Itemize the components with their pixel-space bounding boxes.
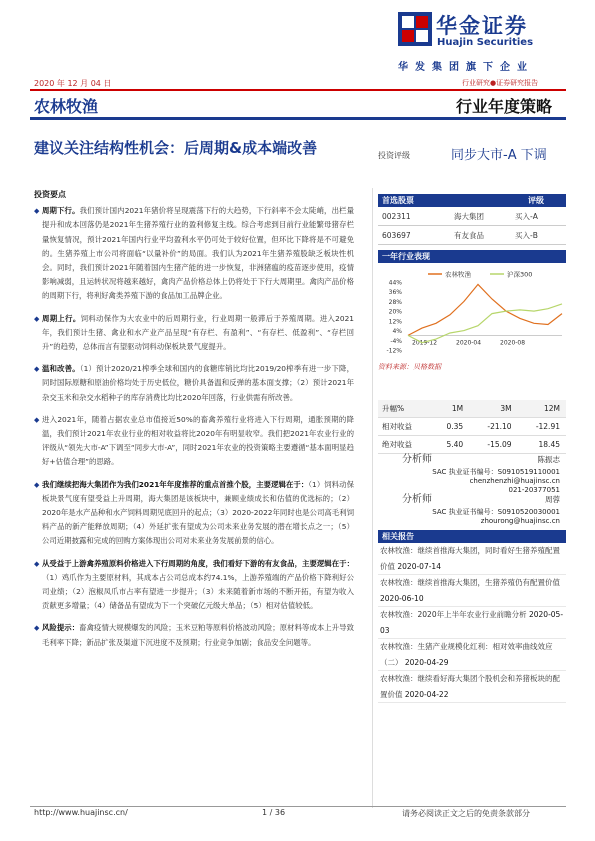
col-header: 12M bbox=[518, 400, 566, 418]
y-tick-label: 28% bbox=[388, 298, 402, 306]
paragraph-body: （1）鸡爪作为主要原材料，其成本占公司总成本约74.1%，上游养殖端的产品价格下降利好公司业绩；（2）泡椒凤爪市占率有望进一步提升；（3）未来随着新市场的不断开拓，有望为收入贡献更多增量；（4）储备品有望成为下一个突破亿元级大单品；（5）相对估值较低。 bbox=[42, 572, 354, 611]
cell-value: 0.35 bbox=[432, 418, 469, 436]
related-report-item[interactable] bbox=[378, 639, 566, 671]
stocks-header-rating: 评级 bbox=[528, 196, 544, 205]
header-divider-red bbox=[30, 89, 566, 91]
stocks-header bbox=[378, 194, 566, 207]
report-category: 行业研究●证券研究报告 bbox=[462, 79, 539, 87]
related-report-title: 农林牧渔：继续首推海大集团，生猪养殖仍有配置价值 bbox=[380, 578, 560, 587]
cell-value: -21.10 bbox=[469, 418, 517, 436]
related-report-date: 2020-06-10 bbox=[380, 593, 424, 603]
performance-table bbox=[378, 400, 566, 454]
y-tick-label: 12% bbox=[388, 318, 402, 326]
analyst-role: 分析师 bbox=[402, 494, 432, 505]
cell-value: 18.45 bbox=[518, 436, 566, 454]
x-tick-label: 2020-08 bbox=[500, 339, 526, 347]
brand-name-cn: 华金证券 bbox=[436, 14, 528, 38]
analyst-role: 分析师 bbox=[402, 454, 432, 465]
stocks-table bbox=[378, 207, 566, 245]
investment-summary bbox=[34, 188, 354, 658]
performance-section bbox=[378, 250, 566, 263]
summary-paragraph bbox=[34, 204, 354, 303]
row-label: 绝对收益 bbox=[378, 436, 432, 454]
paragraph-lead: 周期下行。 bbox=[42, 206, 80, 216]
analyst-name: 陈振志 bbox=[537, 455, 560, 464]
paragraph-lead: 周期上行。 bbox=[42, 313, 81, 323]
stock-rating: 买入-A bbox=[514, 207, 566, 226]
y-tick-label: -12% bbox=[386, 347, 402, 355]
analyst-cert: SAC 执业证书编号：S0910519110001 bbox=[432, 468, 560, 476]
preferred-stocks bbox=[378, 194, 566, 245]
report-type: 行业年度策略 bbox=[456, 97, 553, 116]
stocks-header-label: 首选股票 bbox=[382, 196, 414, 205]
summary-paragraph bbox=[34, 621, 354, 649]
related-report-item[interactable] bbox=[378, 575, 566, 607]
column-divider bbox=[372, 188, 373, 808]
cell-value: -12.91 bbox=[518, 418, 566, 436]
y-tick-label: 44% bbox=[388, 279, 402, 287]
cell-value: 5.40 bbox=[432, 436, 469, 454]
performance-chart bbox=[378, 268, 566, 356]
stock-code: 603697 bbox=[378, 226, 453, 245]
analyst-email[interactable]: zhourong@huajinsc.cn bbox=[480, 517, 560, 525]
related-reports bbox=[378, 530, 566, 703]
legend-label: 农林牧渔 bbox=[445, 270, 471, 279]
table-row bbox=[378, 226, 566, 245]
paragraph-body: 我们预计国内2021年猪价将呈现震荡下行的大趋势，下行斜率不会太陡峭，出栏量提升和成本回落仍是2021年生猪养殖行业的盈利修复主线。综合考虑到目前行业能繁母猪存栏量恢复情况，预计2021年国内行业平均盈利水平仍可处于较好位置，但环比下降将是不可避免的。生猪养殖上市公司将面临“以量补价”的局面。我们认为2021年生猪养殖股缺乏板块性机会。同时，我们预计2021年随着国内生猪产能的进一步恢复，非洲猪瘟的疫苗逐步使用，疫情影响减弱，且运转状况将越来越好，禽肉产品价格总体上仍将处于下行大周期里。禽肉产品价格的周期下行，将利好禽类养殖下游的食品加工品牌企业。 bbox=[42, 206, 354, 301]
summary-paragraph bbox=[34, 478, 354, 549]
brand-slogan: 华发集团旗下企业 bbox=[398, 62, 534, 73]
page-number: 1 / 36 bbox=[262, 808, 286, 817]
related-report-title: 农林牧渔：继续看好海大集团个股机会和养猪板块的配置价值 bbox=[380, 674, 560, 699]
related-report-date: 2020-04-29 bbox=[404, 657, 449, 667]
sector-title: 农林牧渔 bbox=[34, 97, 99, 116]
bullet-diamond-icon: ◆ bbox=[34, 559, 40, 568]
cell-value: -15.09 bbox=[469, 436, 517, 454]
bullet-diamond-icon: ◆ bbox=[34, 624, 40, 633]
footer-url[interactable]: http://www.huajinsc.cn/ bbox=[34, 808, 128, 817]
related-report-date: 2020-05-03 bbox=[380, 610, 564, 635]
analyst-email[interactable]: chenzhenzhi@huajinsc.cn bbox=[469, 477, 560, 485]
y-tick-label: 20% bbox=[388, 308, 402, 316]
footer-disclaimer: 请务必阅读正文之后的免责条款部分 bbox=[402, 809, 530, 818]
rating-label: 投资评级 bbox=[378, 151, 410, 160]
related-header: 相关报告 bbox=[378, 530, 566, 543]
analyst-cert: SAC 执业证书编号：S0910520030001 bbox=[432, 508, 560, 516]
related-report-title: 农林牧渔：生猪产业规模化红利：相对效率曲线效应（二） bbox=[380, 642, 553, 667]
bullet-diamond-icon: ◆ bbox=[34, 314, 40, 323]
header-divider-blue bbox=[30, 117, 566, 120]
paragraph-body: 进入2021年，随着占据农业总市值接近50%的畜禽养殖行业将进入下行周期，通胀预期的降温，我们预计2021年农业行业的相对收益将比2020年有明显收窄。我们把2021年农业行业的评级从“领先大市-A”下调至“同步大市-A”，同时2021年农业的投资策略主要遵循“基本面明显趋好+估值合理”的思路。 bbox=[42, 414, 354, 467]
report-date: 2020 年 12 月 04 日 bbox=[34, 79, 112, 88]
analyst-phone: 021-20377051 bbox=[508, 486, 560, 494]
bullet-diamond-icon: ◆ bbox=[34, 207, 40, 216]
related-report-title: 农林牧渔：2020年上半年农业行业前瞻分析 bbox=[380, 610, 527, 619]
footer-divider bbox=[30, 806, 566, 807]
stock-code: 002311 bbox=[378, 207, 453, 226]
col-header: 1M bbox=[432, 400, 469, 418]
related-report-item[interactable] bbox=[378, 607, 566, 639]
y-tick-label: 4% bbox=[392, 328, 402, 336]
analyst-card bbox=[378, 490, 566, 526]
paragraph-lead: 风险提示： bbox=[42, 623, 80, 633]
performance-header: 一年行业表现 bbox=[378, 250, 566, 263]
analyst-card bbox=[378, 450, 566, 495]
related-report-item[interactable] bbox=[378, 543, 566, 575]
summary-paragraph bbox=[34, 413, 354, 470]
related-report-date: 2020-04-22 bbox=[404, 689, 449, 699]
row-label: 相对收益 bbox=[378, 418, 432, 436]
bullet-diamond-icon: ◆ bbox=[34, 365, 40, 374]
y-tick-label: 36% bbox=[388, 289, 402, 297]
y-tick-label: -4% bbox=[390, 337, 402, 345]
paragraph-body: 饲料动保作为大农业中的后周期行业，行业周期一般滞后于养殖周期。进入2021年，我们预计生猪、禽业和水产业产品呈现“有存栏、有盈利”、“有存栏、低盈利”、“存栏回升”的趋势，总体而言有望驱动饲料动保板块景气度提升。 bbox=[42, 313, 354, 352]
chart-source: 资料来源：贝格数据 bbox=[378, 363, 441, 371]
legend-label: 沪深300 bbox=[507, 270, 533, 279]
huajin-logo-icon bbox=[398, 12, 432, 46]
bullet-diamond-icon: ◆ bbox=[34, 480, 40, 489]
col-header: 升幅% bbox=[378, 400, 432, 418]
summary-paragraph bbox=[34, 557, 354, 614]
paragraph-lead: 我们继续把海大集团作为我们2021年年度推荐的重点首推个股，主要逻辑在于： bbox=[42, 479, 309, 489]
related-report-title: 农林牧渔：继续首推海大集团，同时看好生猪养殖配置价值 bbox=[380, 546, 560, 571]
x-tick-label: 2020-04 bbox=[456, 339, 482, 347]
paragraph-lead: 从受益于上游禽养殖原料价格进入下行周期的角度，我们看好下游的有友食品，主要逻辑在于： bbox=[42, 558, 354, 568]
summary-heading: 投资要点 bbox=[34, 190, 66, 199]
bullet-diamond-icon: ◆ bbox=[34, 415, 40, 424]
summary-paragraph bbox=[34, 312, 354, 355]
table-row bbox=[378, 400, 566, 418]
col-header: 3M bbox=[469, 400, 517, 418]
brand-name-en: Huajin Securities bbox=[437, 37, 534, 48]
paragraph-body: 畜禽疫情大规模爆发的风险；玉米豆粕等原料价格波动风险；原材料等成本上升导致毛利率下降；新品扩张及渠道下沉进度不及预期；行业竞争加剧；食品安全问题等。 bbox=[42, 623, 354, 647]
x-tick-label: 2019-12 bbox=[412, 339, 438, 347]
related-report-date: 2020-07-14 bbox=[397, 561, 441, 571]
stock-rating: 买入-B bbox=[514, 226, 566, 245]
paragraph-body: （1）预计2020/21榨季全球和国内的食糖库销比均比2019/20榨季有进一步下降，同时国际原糖和原油价格均处于历史低位，糖价具备温和反弹的基本面支撑；（2）预计2021年杂交玉米和杂交水稻种子的库存消费比均比2020年回落，行业供需有所改善。 bbox=[42, 364, 354, 402]
related-report-item[interactable] bbox=[378, 671, 566, 703]
stock-name: 有友食品 bbox=[453, 226, 514, 245]
stock-name: 海大集团 bbox=[453, 207, 514, 226]
paragraph-lead: 温和改善。 bbox=[42, 364, 80, 374]
table-row bbox=[378, 418, 566, 436]
table-row bbox=[378, 207, 566, 226]
summary-paragraph bbox=[34, 362, 354, 405]
paragraph-body: （1）饲料动保板块景气度有望受益上升周期，海大集团是该板块中，兼顾业绩成长和估值的优选标的；（2）2020年是水产品种和水产饲料周期见底回升的起点；（3）2020-2022年同时也是公司高毛利饲料产品的新产能释放周期；（4）外延扩张有望成为公司未来业务发展的潜在增长点之一；（5）公司近期披露和完成的回购方案体现出公司对未来业务发展前景的信心。 bbox=[42, 479, 354, 546]
report-title: 建议关注结构性机会：后周期&成本端改善 bbox=[34, 139, 318, 157]
rating-value: 同步大市-A 下调 bbox=[451, 148, 547, 163]
analyst-name: 周蓉 bbox=[545, 495, 560, 504]
